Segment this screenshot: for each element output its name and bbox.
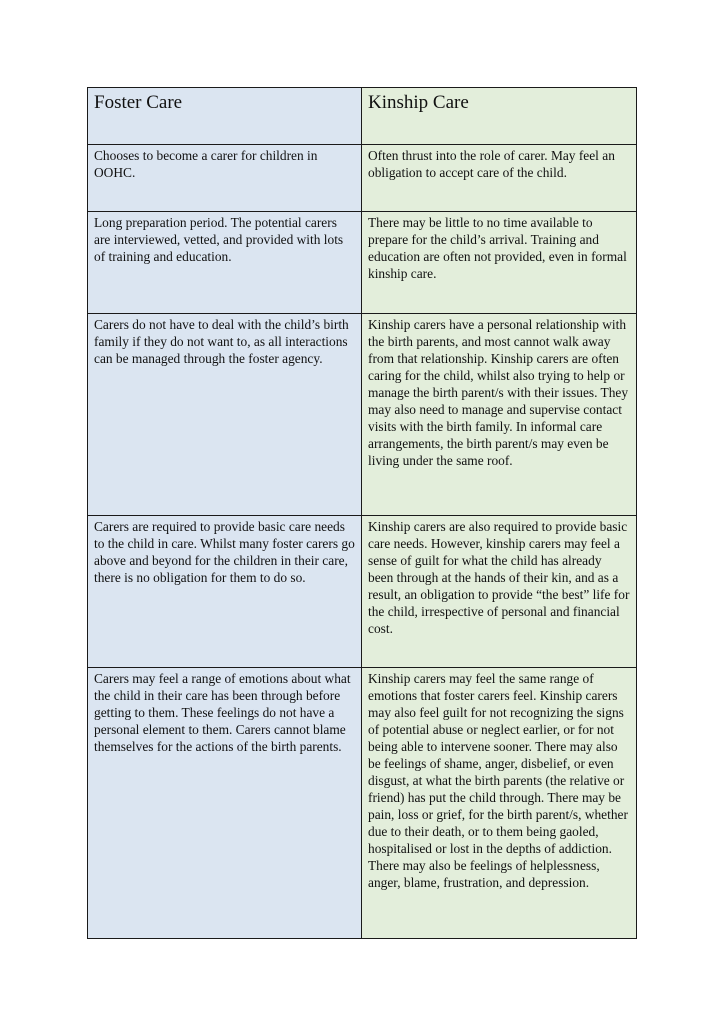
comparison-table bbox=[87, 87, 637, 939]
foster-cell: Long preparation period. The potential carers are interviewed, vetted, and provided with lots of training and education. bbox=[88, 212, 362, 314]
kinship-cell: Often thrust into the role of carer. May feel an obligation to accept care of the child. bbox=[362, 145, 637, 212]
table-row bbox=[88, 314, 637, 516]
foster-cell: Carers do not have to deal with the child’s birth family if they do not want to, as all interactions can be managed through the foster agency. bbox=[88, 314, 362, 516]
table-row bbox=[88, 668, 637, 939]
header-row bbox=[88, 88, 637, 145]
table-row bbox=[88, 212, 637, 314]
foster-cell: Carers are required to provide basic care needs to the child in care. Whilst many foster carers go above and beyond for the children in their care, there is no obligation for them to do so. bbox=[88, 516, 362, 668]
kinship-cell: There may be little to no time available to prepare for the child’s arrival. Training and education are often not provided, even in formal kinship care. bbox=[362, 212, 637, 314]
foster-cell: Chooses to become a carer for children in OOHC. bbox=[88, 145, 362, 212]
table-row bbox=[88, 145, 637, 212]
kinship-cell: Kinship carers may feel the same range of emotions that foster carers feel. Kinship carers may also feel guilt for not recognizing the signs of potential abuse or neglect earlier, or for not being able to intervene sooner. There may also be feelings of shame, anger, disbelief, or even disgust, at what the birth parents (the relative or friend) has put the child through. There may be pain, loss or grief, for the birth parent/s, whether due to their death, or to them being gaoled, hospitalised or lost in the depths of addiction. There may also be feelings of helplessness, anger, blame, frustration, and depression. bbox=[362, 668, 637, 939]
table-row bbox=[88, 516, 637, 668]
foster-cell: Carers may feel a range of emotions about what the child in their care has been through before getting to them. These feelings do not have a personal element to them. Carers cannot blame themselves for the actions of the birth parents. bbox=[88, 668, 362, 939]
header-foster-care: Foster Care bbox=[88, 88, 362, 145]
header-kinship-care: Kinship Care bbox=[362, 88, 637, 145]
kinship-cell: Kinship carers have a personal relationship with the birth parents, and most cannot walk away from that relationship. Kinship carers are often caring for the child, whilst also trying to help or manage the birth parent/s with their issues. They may also need to manage and supervise contact visits with the birth family. In informal care arrangements, the birth parent/s may even be living under the same roof. bbox=[362, 314, 637, 516]
kinship-cell: Kinship carers are also required to provide basic care needs. However, kinship carers may feel a sense of guilt for what the child has already been through at the hands of their kin, and as a result, an obligation to provide “the best” life for the child, irrespective of personal and financial cost. bbox=[362, 516, 637, 668]
